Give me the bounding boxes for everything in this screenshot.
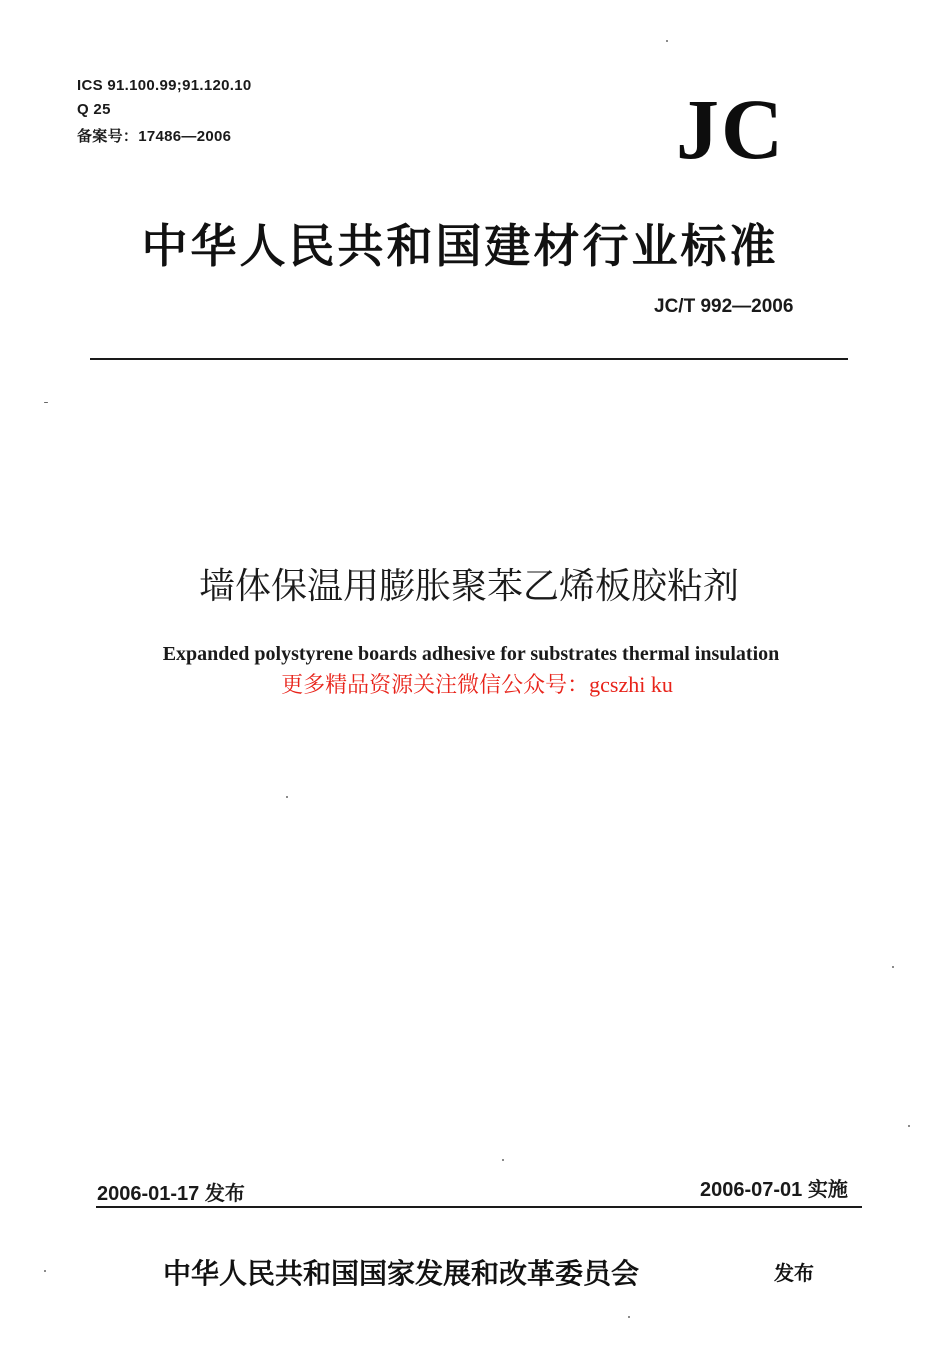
issue-date: 2006-01-17 发布 — [97, 1183, 245, 1205]
scan-speck — [892, 966, 894, 968]
issuing-authority: 中华人民共和国国家发展和改革委员会 — [163, 1257, 640, 1290]
document-title-cn: 墙体保温用膨胀聚苯乙烯板胶粘剂 — [198, 566, 739, 607]
watermark-text: 更多精品资源关注微信公众号：gcszhi ku — [281, 672, 673, 697]
ccs-code: Q 25 — [77, 101, 111, 118]
effective-date: 2006-07-01 实施 — [700, 1179, 848, 1201]
standard-category-title: 中华人民共和国建材行业标准 — [141, 219, 779, 273]
document-title-en: Expanded polystyrene boards adhesive for substrates thermal insulation — [162, 643, 780, 665]
scan-speck — [44, 1270, 46, 1272]
scan-speck — [908, 1125, 910, 1127]
filing-number: 备案号：17486—2006 — [77, 128, 232, 145]
scan-speck — [286, 796, 288, 798]
jc-logo: JC — [676, 81, 786, 177]
bottom-divider — [96, 1206, 862, 1208]
scan-speck — [44, 402, 48, 403]
top-divider — [90, 358, 848, 360]
issuing-label: 发布 — [774, 1261, 814, 1285]
scan-speck — [628, 1316, 630, 1318]
ics-code: ICS 91.100.99;91.120.10 — [77, 77, 252, 94]
scan-speck — [666, 40, 668, 42]
scan-speck — [502, 1159, 504, 1161]
standard-number: JC/T 992—2006 — [654, 296, 794, 317]
